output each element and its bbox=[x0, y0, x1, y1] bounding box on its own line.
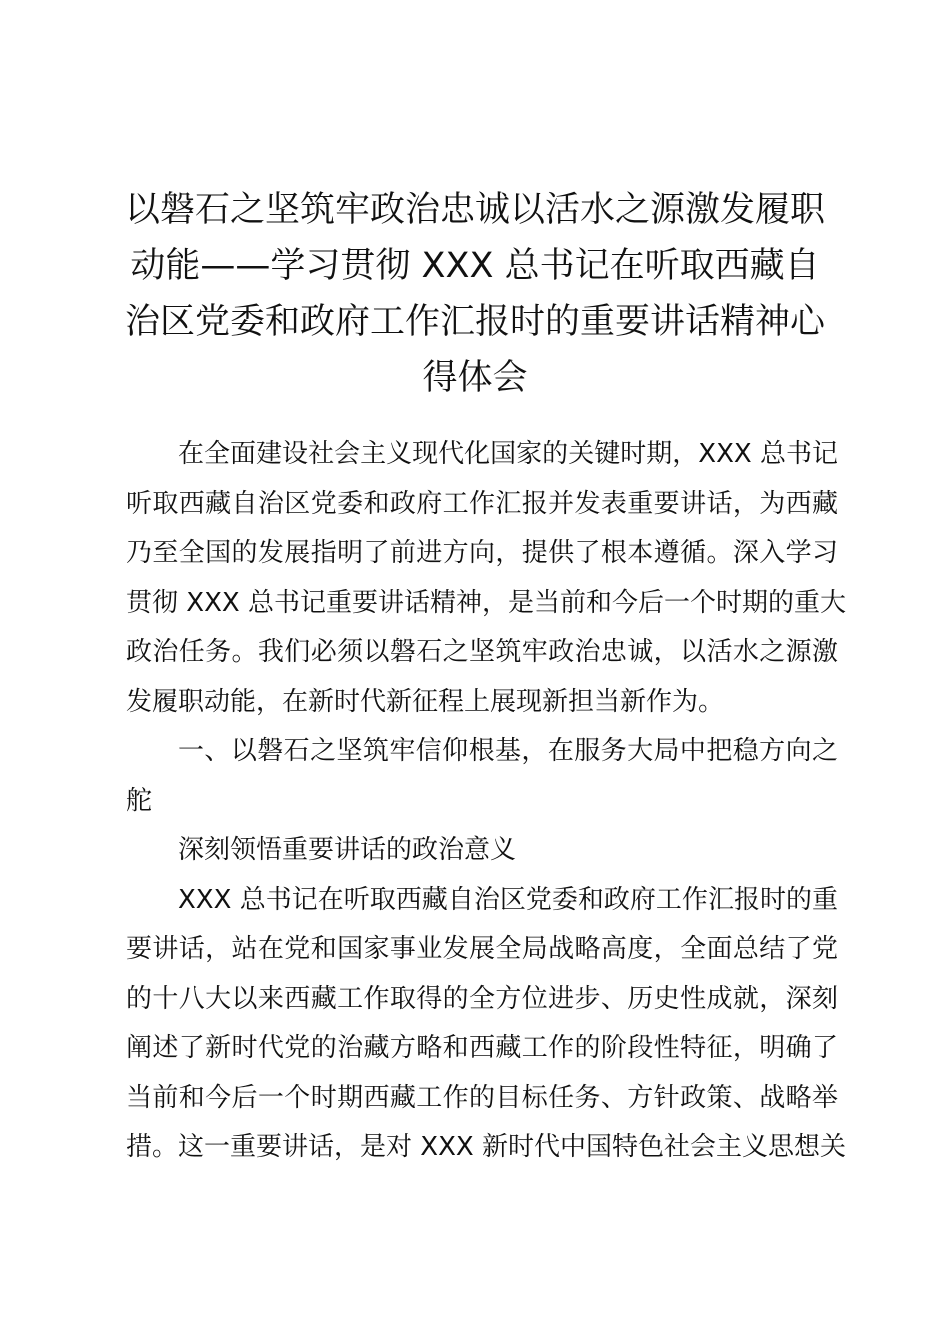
body-line: 听取西藏自治区党委和政府工作汇报并发表重要讲话，为西藏 bbox=[126, 488, 838, 519]
body-line: 贯彻 XXX 总书记重要讲话精神，是当前和今后一个时期的重大 bbox=[126, 587, 846, 618]
document-body bbox=[126, 430, 846, 1173]
body-line: 措。这一重要讲话，是对 XXX 新时代中国特色社会主义思想关 bbox=[126, 1132, 846, 1162]
body-line: 在全面建设社会主义现代化国家的关键时期，XXX 总书记 bbox=[178, 439, 838, 469]
title-line: 动能——学习贯彻 XXX 总书记在听取西藏自 bbox=[130, 246, 820, 286]
subsection-heading: 深刻领悟重要讲话的政治意义 bbox=[178, 835, 517, 865]
title-line: 治区党委和政府工作汇报时的重要讲话精神心 bbox=[124, 302, 825, 342]
body-line: 发履职动能，在新时代新征程上展现新担当新作为。 bbox=[126, 686, 725, 717]
body-line: 政治任务。我们必须以磐石之坚筑牢政治忠诚，以活水之源激 bbox=[126, 637, 838, 667]
body-line: 当前和今后一个时期西藏工作的目标任务、方针政策、战略举 bbox=[126, 1082, 838, 1113]
body-line: 乃至全国的发展指明了前进方向，提供了根本遵循。深入学习 bbox=[126, 538, 838, 568]
title-line: 以磐石之坚筑牢政治忠诚以活水之源激发履职 bbox=[124, 190, 825, 230]
body-line: 阐述了新时代党的治藏方略和西藏工作的阶段性特征，明确了 bbox=[126, 1033, 838, 1063]
body-line: XXX 总书记在听取西藏自治区党委和政府工作汇报时的重 bbox=[178, 884, 838, 915]
section-heading: 一、以磐石之坚筑牢信仰根基，在服务大局中把稳方向之 bbox=[178, 736, 838, 766]
section-heading: 舵 bbox=[126, 785, 153, 816]
body-line: 要讲话，站在党和国家事业发展全局战略高度，全面总结了党 bbox=[126, 934, 838, 964]
title-line: 得体会 bbox=[422, 358, 528, 398]
body-line: 的十八大以来西藏工作取得的全方位进步、历史性成就，深刻 bbox=[126, 983, 838, 1014]
document-title bbox=[120, 182, 830, 406]
